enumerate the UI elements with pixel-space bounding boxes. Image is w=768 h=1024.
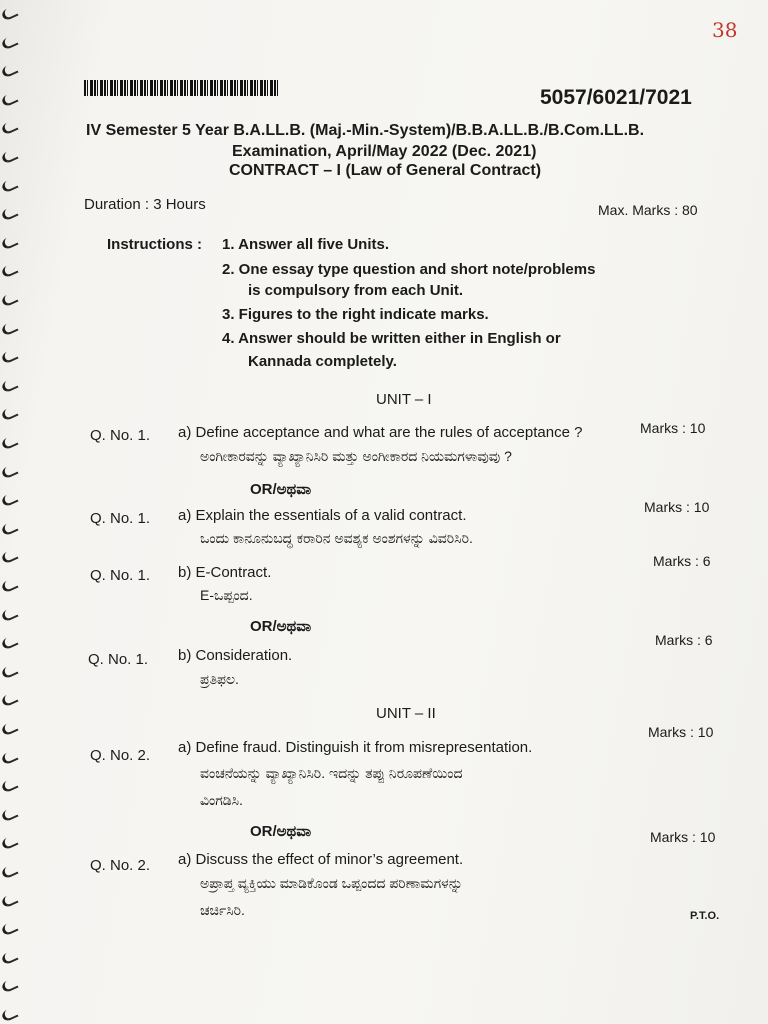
barcode (84, 80, 278, 96)
spiral-hole (0, 949, 18, 965)
spiral-hole (0, 835, 18, 851)
exam-title-line1: IV Semester 5 Year B.A.LL.B. (Maj.-Min.-System)/B.B.A.LL.B./B.Com.LL.B. (86, 122, 645, 139)
instruction-item: 3. Figures to the right indicate marks. (222, 306, 489, 323)
spiral-hole (0, 291, 18, 307)
question-text-kannada: ಒಂದು ಕಾನೂನುಬದ್ಧ ಕರಾರಿನ ಅವಶ್ಯಕ ಅಂಶಗಳನ್ನು ವಿವರಿಸಿರಿ. (200, 530, 473, 546)
question-marks: Marks : 6 (653, 553, 711, 569)
exam-subject-title: CONTRACT – I (Law of General Contract) (229, 162, 542, 179)
spiral-hole (0, 635, 18, 651)
spiral-hole (0, 349, 18, 365)
question-text-kannada: ವಿಂಗಡಿಸಿ. (200, 792, 243, 808)
handwritten-page-number: 38 (712, 18, 738, 42)
spiral-hole (0, 806, 18, 822)
question-text-kannada: ಅಂಗೀಕಾರವನ್ನು ವ್ಯಾಖ್ಯಾನಿಸಿರಿ ಮತ್ತು ಅಂಗೀಕಾರದ ನಿಯಮಗಳಾವುವು ? (200, 448, 512, 464)
spiral-hole (0, 234, 18, 250)
spiral-binding (0, 0, 22, 1024)
spiral-hole (0, 263, 18, 279)
question-marks: Marks : 6 (655, 632, 713, 648)
question-number: Q. No. 1. (90, 510, 151, 527)
spiral-hole (0, 206, 18, 222)
question-text-kannada: ಚರ್ಚಿಸಿರಿ. (200, 902, 245, 918)
spiral-hole (0, 978, 18, 994)
question-marks: Marks : 10 (644, 499, 710, 515)
paper-code: 5057/6021/7021 (540, 86, 692, 109)
spiral-hole (0, 377, 18, 393)
spiral-hole (0, 34, 18, 50)
unit-1-heading: UNIT – I (376, 391, 432, 408)
spiral-hole (0, 1006, 18, 1022)
question-text: b) Consideration. (178, 647, 293, 664)
question-text-kannada: ಅಪ್ರಾಪ್ತ ವ್ಯಕ್ತಿಯು ಮಾಡಿಕೊಂಡ ಒಪ್ಪಂದದ ಪರಿಣಾಮಗಳನ್ನು (200, 875, 463, 891)
please-turn-over: P.T.O. (690, 910, 720, 922)
duration: Duration : 3 Hours (84, 196, 206, 213)
question-marks: Marks : 10 (650, 829, 716, 845)
spiral-hole (0, 63, 18, 79)
spiral-hole (0, 148, 18, 164)
spiral-hole (0, 91, 18, 107)
spiral-hole (0, 863, 18, 879)
spiral-hole (0, 520, 18, 536)
spiral-hole (0, 720, 18, 736)
question-number: Q. No. 1. (88, 651, 149, 668)
spiral-hole (0, 749, 18, 765)
question-text: a) Define fraud. Distinguish it from misrepresentation. (178, 739, 533, 756)
question-number: Q. No. 1. (90, 427, 151, 444)
max-marks: Max. Marks : 80 (598, 202, 698, 218)
instructions-label: Instructions : (107, 236, 203, 253)
spiral-hole (0, 606, 18, 622)
instruction-item: 1. Answer all five Units. (222, 236, 389, 253)
question-text: b) E-Contract. (178, 564, 272, 581)
question-text: a) Explain the essentials of a valid contract. (178, 507, 467, 524)
spiral-hole (0, 120, 18, 136)
spiral-hole (0, 663, 18, 679)
instruction-item: 4. Answer should be written either in English or (222, 330, 561, 347)
question-text: a) Define acceptance and what are the rules of acceptance ? (178, 424, 583, 441)
question-text-kannada: ಪ್ರತಿಫಲ. (200, 671, 239, 687)
spiral-hole (0, 177, 18, 193)
spiral-hole (0, 921, 18, 937)
spiral-hole (0, 549, 18, 565)
or-separator: OR/ಅಥವಾ (250, 618, 312, 635)
question-marks: Marks : 10 (640, 420, 706, 436)
question-text-kannada: E-ಒಪ್ಪಂದ. (200, 587, 253, 603)
spiral-hole (0, 492, 18, 508)
or-separator: OR/ಅಥವಾ (250, 823, 312, 840)
question-number: Q. No. 2. (90, 747, 151, 764)
spiral-hole (0, 463, 18, 479)
instruction-item: Kannada completely. (248, 353, 397, 370)
spiral-hole (0, 320, 18, 336)
spiral-hole (0, 692, 18, 708)
question-number: Q. No. 2. (90, 857, 151, 874)
spiral-hole (0, 577, 18, 593)
spiral-hole (0, 434, 18, 450)
or-separator: OR/ಅಥವಾ (250, 481, 312, 498)
spiral-hole (0, 406, 18, 422)
question-number: Q. No. 1. (90, 567, 151, 584)
question-text: a) Discuss the effect of minor’s agreement. (178, 851, 464, 868)
spiral-hole (0, 892, 18, 908)
instruction-item: is compulsory from each Unit. (248, 282, 464, 299)
question-marks: Marks : 10 (648, 724, 714, 740)
spiral-hole (0, 5, 18, 21)
spiral-hole (0, 778, 18, 794)
unit-2-heading: UNIT – II (376, 705, 436, 722)
question-text-kannada: ವಂಚನೆಯನ್ನು ವ್ಯಾಖ್ಯಾನಿಸಿರಿ. ಇದನ್ನು ತಪ್ಪು ನಿರೂಪಣೆಯಿಂದ (200, 765, 463, 781)
exam-title-line2: Examination, April/May 2022 (Dec. 2021) (232, 143, 537, 160)
instruction-item: 2. One essay type question and short note/problems (222, 261, 596, 278)
